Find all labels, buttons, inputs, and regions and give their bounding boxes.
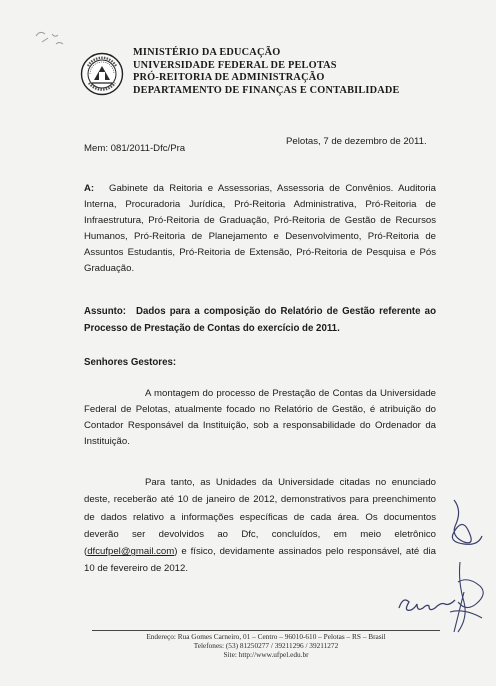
memo-number: Mem: 081/2011-Dfc/Pra xyxy=(84,143,186,154)
body-paragraph-1: A montagem do processo de Prestação de Contas da Universidade Federal de Pelotas, atualmente focado no Relatório de Gestão, é atribuição do Contador Responsável da Instituição, sob a responsabilidade do Ordenador da Instituição. xyxy=(84,388,436,448)
pro-rectorate-line: PRÓ-REITORIA DE ADMINISTRAÇÃO xyxy=(133,72,325,84)
footer-divider xyxy=(92,630,440,631)
letterhead xyxy=(133,47,400,97)
university-line: UNIVERSIDADE FEDERAL DE PELOTAS xyxy=(133,59,337,71)
university-seal-icon xyxy=(80,52,124,96)
recipients-label: A: xyxy=(84,183,95,194)
email-link[interactable]: dfcufpel@gmail.com xyxy=(87,546,175,558)
department-line: DEPARTAMENTO DE FINANÇAS E CONTABILIDADE xyxy=(133,84,400,96)
footer xyxy=(92,632,440,660)
subject-line xyxy=(84,304,436,337)
subject-text: Dados para a composição do Relatório de Gestão referente ao Processo de Prestação de Contas do exercício de 2011. xyxy=(84,306,436,334)
recipients-text: Gabinete da Reitoria e Assessorias, Assessoria de Convênios. Auditoria Interna, Procuradoria Jurídica, Pró-Reitoria Administrativa, Pró-Reitoria de Infraestrutura, Pró-Reitoria de Graduação, Pró-Reitoria de Gestão de Recursos Humanos, Pró-Reitoria de Planejamento e Desenvolvimento, Pró-Reitoria de Assuntos Estudantis, Pró-Reitoria de Extensão, Pró-Reitoria de Pesquisa e Pós Graduação. xyxy=(84,183,436,275)
footer-site: Site: http://www.ufpel.edu.br xyxy=(223,650,309,660)
body-paragraph-2-text: Para tanto, as Unidades da Universidade citadas no enunciado deste, receberão até 10 de janeiro de 2012, demonstrativos para preenchimento de dados relativo a informações específicas de cada área. Os documentos deverão ser devolvidos ao Dfc, concluídos, em meio eletrônico ( xyxy=(84,477,436,558)
recipients-paragraph xyxy=(84,181,436,278)
ministry-line: MINISTÉRIO DA EDUCAÇÃO xyxy=(133,47,281,58)
body-paragraph-2 xyxy=(84,474,436,578)
signature xyxy=(395,588,457,620)
memo-date: Pelotas, 7 de dezembro de 2011. xyxy=(286,136,427,147)
stamp-mark xyxy=(30,26,70,54)
subject-label: Assunto: xyxy=(84,306,126,317)
footer-address: Endereço: Rua Gomes Carneiro, 01 – Centro – 96010-610 – Pelotas – RS – Brasil xyxy=(146,632,386,641)
footer-phones: Telefones: (53) 81250277 / 39211296 / 39211272 xyxy=(193,641,339,651)
greeting: Senhores Gestores: xyxy=(84,357,177,368)
body-paragraph-2-end: ) e físico, devidamente assinados pelo responsável, até dia 10 de fevereiro de 2012. xyxy=(84,546,436,575)
